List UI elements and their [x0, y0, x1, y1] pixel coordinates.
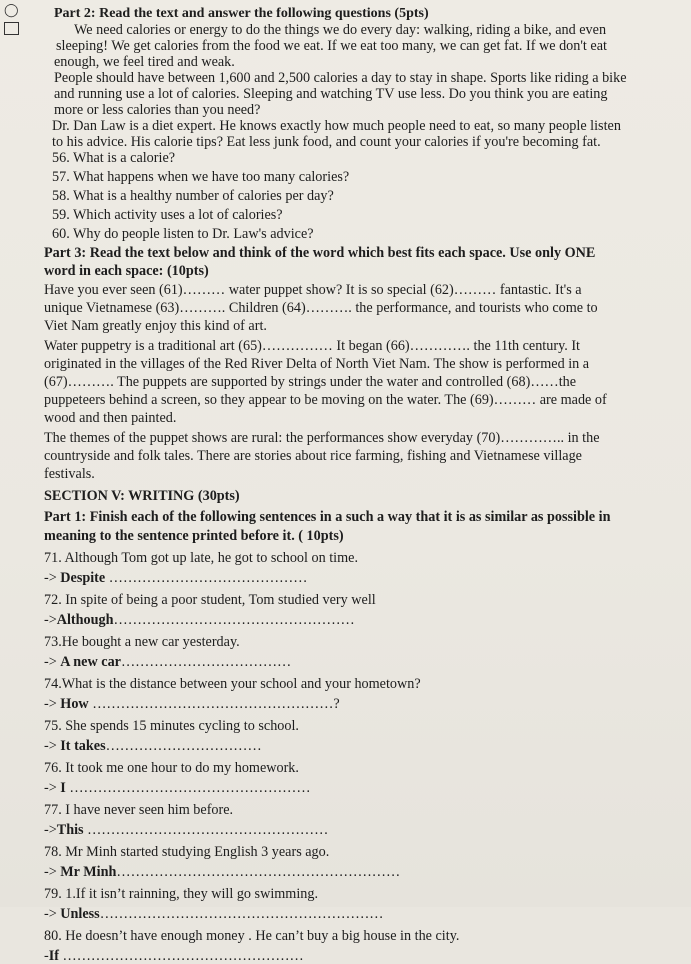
- paragraph-line: We need calories or energy to do the things we do every day: walking, riding a bike, and even: [74, 22, 607, 38]
- part1-heading-line1: Part 1: Finish each of the following sentences in a such a way that it is as similar as possible in: [44, 509, 611, 525]
- cloze-line: Viet Nam greatly enjoy this kind of art.: [44, 318, 267, 334]
- paragraph-line: Dr. Dan Law is a diet expert. He knows exactly how much people need to eat, so many people listen: [52, 118, 621, 134]
- answer-blank[interactable]: ……………………………………………………: [116, 864, 401, 880]
- cloze-line: originated in the villages of the Red River Delta of North Viet Nam. The show is performed in a: [44, 356, 590, 372]
- paragraph-line: sleeping! We get calories from the food we eat. If we eat too many, we can get fat. If we don't eat: [56, 38, 607, 54]
- paragraph-line: enough, we feel tired and weak.: [54, 54, 235, 70]
- rewrite-answer-line[interactable]: [44, 654, 684, 670]
- arrow-prefix: ->: [44, 906, 61, 922]
- arrow-prefix: ->: [44, 864, 61, 880]
- rewrite-answer-line[interactable]: [44, 780, 684, 796]
- rewrite-sentence: 80. He doesn’t have enough money . He can’t buy a big house in the city.: [44, 928, 460, 944]
- answer-blank[interactable]: ……………………………………: [105, 570, 308, 586]
- part1-heading-line2: meaning to the sentence printed before it. ( 10pts): [44, 528, 344, 544]
- rewrite-answer-line[interactable]: [44, 864, 684, 880]
- answer-start: Mr Minh: [60, 864, 117, 880]
- part2-heading: Part 2: Read the text and answer the following questions (5pts): [54, 6, 429, 21]
- rewrite-sentence: 78. Mr Minh started studying English 3 years ago.: [44, 844, 330, 860]
- arrow-prefix: ->: [44, 822, 57, 838]
- arrow-prefix: ->: [44, 696, 61, 712]
- cloze-line: unique Vietnamese (63)………. Children (64)………. the performance, and tourists who come to: [44, 300, 598, 316]
- answer-blank[interactable]: ……………………………………………: [58, 948, 304, 964]
- answer-start: Despite: [60, 570, 106, 586]
- section5-heading: SECTION V: WRITING (30pts): [44, 488, 240, 504]
- answer-blank[interactable]: ……………………………………………: [65, 780, 311, 796]
- rewrite-sentence: 79. 1.If it isn’t rainning, they will go swimming.: [44, 886, 319, 902]
- cloze-line: Have you ever seen (61)……… water puppet show? It is so special (62)……… fantastic. It's a: [44, 282, 582, 298]
- answer-blank[interactable]: ……………………………: [105, 738, 262, 754]
- question-58: 58. What is a healthy number of calories per day?: [52, 188, 334, 204]
- answer-start: This: [56, 822, 84, 838]
- arrow-prefix: ->: [44, 570, 61, 586]
- arrow-prefix: ->: [44, 780, 61, 796]
- rewrite-sentence: 77. I have never seen him before.: [44, 802, 234, 818]
- rewrite-answer-line[interactable]: [44, 696, 684, 712]
- paragraph-line: People should have between 1,600 and 2,500 calories a day to stay in shape. Sports like riding a bike: [54, 70, 627, 86]
- arrow-prefix: -: [44, 948, 49, 964]
- arrow-prefix: ->: [44, 612, 57, 628]
- rewrite-answer-line[interactable]: [44, 612, 684, 628]
- rewrite-answer-line[interactable]: [44, 738, 684, 754]
- rewrite-sentence: 71. Although Tom got up late, he got to school on time.: [44, 550, 359, 566]
- answer-start: I: [60, 780, 66, 796]
- rewrite-answer-line[interactable]: [44, 948, 684, 964]
- rewrite-sentence: 75. She spends 15 minutes cycling to school.: [44, 718, 299, 734]
- question-60: 60. Why do people listen to Dr. Law's advice?: [52, 226, 314, 242]
- rewrite-sentence: 74.What is the distance between your school and your hometown?: [44, 676, 421, 692]
- cloze-line: festivals.: [44, 466, 95, 482]
- answer-start: It takes: [60, 738, 106, 754]
- rewrite-answer-line[interactable]: [44, 822, 684, 838]
- answer-start: Although: [56, 612, 114, 628]
- arrow-prefix: ->: [44, 654, 61, 670]
- document-icon: [4, 22, 19, 35]
- worksheet-content: [44, 6, 684, 964]
- part3-heading-line1: Part 3: Read the text below and think of the word which best fits each space. Use only ONE: [44, 245, 596, 261]
- question-57: 57. What happens when we have too many calories?: [52, 169, 350, 185]
- paragraph-line: to his advice. His calorie tips? Eat less junk food, and count your calories if you're becoming fat.: [52, 134, 601, 150]
- cloze-line: puppeteers behind a screen, so they appear to be moving on the water. The (69)……… are made of: [44, 392, 607, 408]
- answer-start: How: [60, 696, 89, 712]
- answer-start: A new car: [60, 654, 121, 670]
- answer-blank[interactable]: ……………………………………………: [83, 822, 329, 838]
- paragraph-line: more or less calories than you need?: [54, 102, 261, 118]
- question-59: 59. Which activity uses a lot of calories?: [52, 207, 283, 223]
- answer-blank[interactable]: ……………………………………………?: [88, 696, 340, 712]
- cloze-line: countryside and folk tales. There are stories about rice farming, fishing and Vietnamese village: [44, 448, 582, 464]
- rewrite-items: [44, 550, 684, 964]
- cloze-line: Water puppetry is a traditional art (65)…………… It began (66)…………. the 11th century. It: [44, 338, 580, 354]
- answer-blank[interactable]: ……………………………………………………: [99, 906, 384, 922]
- question-56: 56. What is a calorie?: [52, 150, 176, 166]
- cloze-line: (67)………. The puppets are supported by strings under the water and controlled (68)……the: [44, 374, 577, 390]
- answer-blank[interactable]: ………………………………: [120, 654, 292, 670]
- cloze-line: The themes of the puppet shows are rural: the performances show everyday (70)………….. in the: [44, 430, 600, 446]
- cloze-line: wood and then painted.: [44, 410, 177, 426]
- answer-start: Unless: [60, 906, 100, 922]
- paragraph-line: and running use a lot of calories. Sleeping and watching TV use less. Do you think you are eating: [54, 86, 608, 102]
- rewrite-sentence: 76. It took me one hour to do my homework.: [44, 760, 299, 776]
- rewrite-sentence: 73.He bought a new car yesterday.: [44, 634, 240, 650]
- part3-heading-line2: word in each space: (10pts): [44, 263, 209, 279]
- rewrite-sentence: 72. In spite of being a poor student, Tom studied very well: [44, 592, 376, 608]
- rewrite-answer-line[interactable]: [44, 570, 684, 586]
- answer-start: If: [48, 948, 59, 964]
- answer-blank[interactable]: ……………………………………………: [113, 612, 355, 628]
- rewrite-answer-line[interactable]: [44, 906, 684, 922]
- book-icon: ◯: [4, 2, 19, 17]
- arrow-prefix: ->: [44, 738, 61, 754]
- edge-icons: [0, 0, 40, 40]
